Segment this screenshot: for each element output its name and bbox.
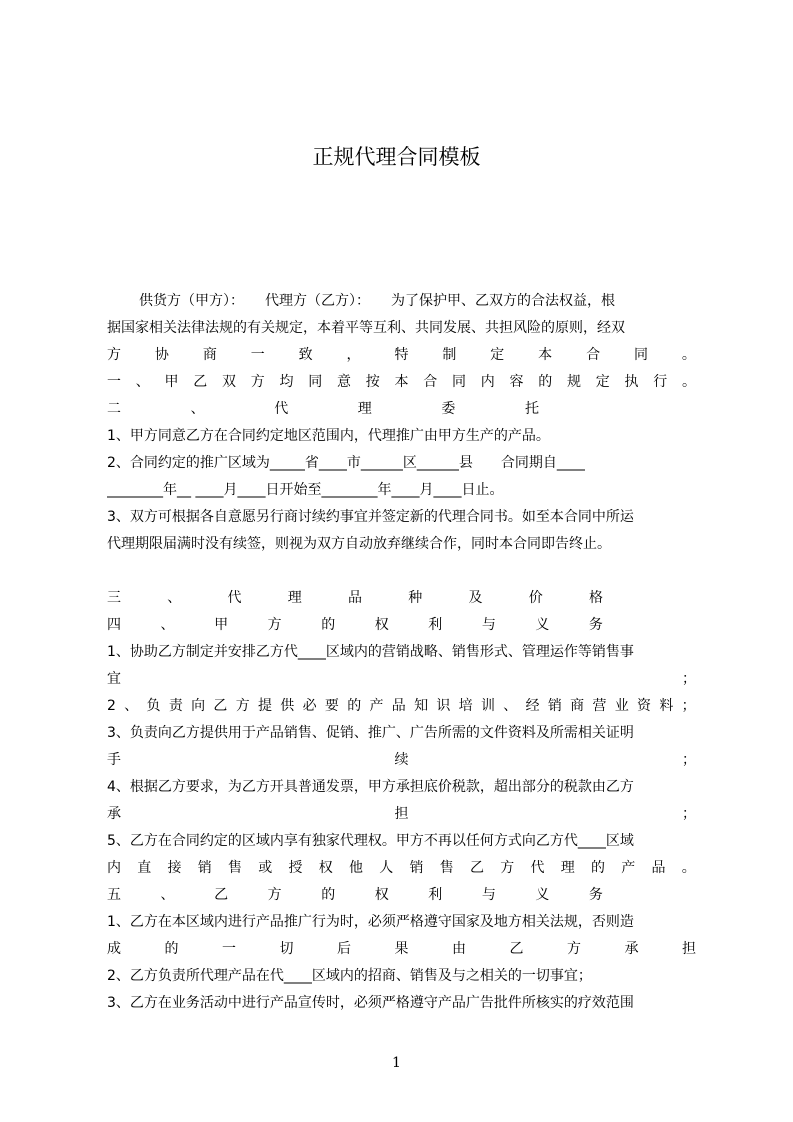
body-line-char: 、 xyxy=(135,374,150,390)
body-line-char: 三 xyxy=(107,590,121,606)
body-line-char: 品 xyxy=(391,698,406,714)
body-line-char: 乙 xyxy=(470,860,484,876)
body-line-char: 与 xyxy=(481,887,496,903)
body-line xyxy=(107,585,603,612)
body-line-char: 同 xyxy=(633,347,648,363)
body-line-char: 授 xyxy=(288,860,303,876)
body-line-char: 。 xyxy=(681,347,696,363)
body-line-char: 识 xyxy=(436,698,451,714)
body-line-char: 定 xyxy=(595,374,610,390)
body-line-char: 内 xyxy=(480,374,495,390)
body-line-char: 经 xyxy=(525,698,540,714)
body-line-char: 必 xyxy=(302,698,317,714)
body-line-char: 、 xyxy=(160,887,175,903)
body-line xyxy=(107,936,696,963)
body-line-char: 的 xyxy=(591,860,605,876)
body-line: 供货方（甲方）： 代理方（乙方）： 为了保护甲、乙双方的合法权益，根 xyxy=(139,293,615,309)
body-line-char: 乙 xyxy=(213,698,228,714)
body-line-segment: ； xyxy=(682,671,696,687)
body-line-char: 训 xyxy=(480,698,495,714)
body-line-char: 甲 xyxy=(214,617,229,633)
body-line: 1、甲方同意乙方在合同约定地区范围内，代理推广由甲方生产的产品。 xyxy=(107,428,550,444)
body-line-char: 提 xyxy=(258,698,272,714)
body-line-char: 承 xyxy=(624,941,639,957)
body-line-char: 产 xyxy=(621,860,636,876)
body-line-char: 品 xyxy=(348,590,362,606)
body-line-segment: 承 xyxy=(107,806,121,822)
body-line-char: 协 xyxy=(154,347,169,363)
body-line-segment: 担 xyxy=(394,806,409,822)
body-line-char: 或 xyxy=(258,860,273,876)
body-line-char: 。 xyxy=(681,860,696,876)
body-line xyxy=(107,801,696,828)
body-line-char: 乙 xyxy=(214,887,229,903)
body-line-char: 方 xyxy=(267,887,282,903)
body-line-char: 销 xyxy=(409,860,424,876)
body-line: 4、根据乙方要求，为乙方开具普通发票，甲方承担底价税款，超出部分的税款由乙方 xyxy=(107,779,634,795)
body-line-segment: 手 xyxy=(107,752,121,768)
body-line-char: 定 xyxy=(490,347,505,363)
body-line-char: 他 xyxy=(349,860,363,876)
body-line-char: 按 xyxy=(365,374,380,390)
body-line: 2、合同约定的推广区域为_____省____市______区______县 合同期自____ xyxy=(107,455,585,471)
body-line-char: 后 xyxy=(337,941,351,957)
document-body xyxy=(107,288,696,1017)
body-line-char: 方 xyxy=(267,617,282,633)
body-line-char: 、 xyxy=(190,401,205,417)
body-line-char: 甲 xyxy=(164,374,179,390)
body-line-char: 直 xyxy=(137,860,152,876)
body-line-char: 务 xyxy=(588,887,603,903)
body-line-segment: 宜 xyxy=(107,671,121,687)
body-line-segment: 续 xyxy=(394,752,409,768)
body-line-char: 一 xyxy=(222,941,236,957)
body-line-char: 的 xyxy=(321,617,336,633)
body-line-char: 商 xyxy=(202,347,217,363)
body-line-char: 售 xyxy=(439,860,454,876)
body-line xyxy=(107,396,539,423)
body-line-char: 及 xyxy=(468,590,483,606)
body-line-char: 的 xyxy=(538,374,553,390)
body-line xyxy=(107,612,603,639)
body-line-char: 方 xyxy=(107,347,121,363)
body-line-segment: ； xyxy=(682,806,696,822)
body-line-char: 理 xyxy=(287,590,302,606)
body-line-char: 代 xyxy=(274,401,289,417)
body-line: 5、乙方在合同约定的区域内享有独家代理权。甲方不再以任何方式向乙方代____区域 xyxy=(107,833,634,849)
body-line-char: 容 xyxy=(509,374,524,390)
body-line: 3、乙方在业务活动中进行产品宣传时，必须严格遵守产品广告批件所核实的疗效范围 xyxy=(107,995,634,1011)
body-line-char: 方 xyxy=(500,860,515,876)
body-line-char: 价 xyxy=(528,590,543,606)
body-line-char: 权 xyxy=(374,887,389,903)
body-line xyxy=(107,855,696,882)
body-line-char: 务 xyxy=(588,617,603,633)
body-line-char: 同 xyxy=(452,374,466,390)
body-line-char: 的 xyxy=(321,887,336,903)
body-line xyxy=(107,369,696,396)
body-line-char: 同 xyxy=(308,374,323,390)
body-line-char: 与 xyxy=(481,617,496,633)
body-line: 据国家相关法律法规的有关规定，本着平等互利、共同发展、共担风险的原则，经双 xyxy=(107,320,625,336)
body-line-char: 利 xyxy=(428,617,443,633)
body-line-char: 业 xyxy=(614,698,629,714)
body-line-char: 合 xyxy=(586,347,601,363)
body-line-char: 一 xyxy=(250,347,265,363)
body-line-char: 双 xyxy=(222,374,236,390)
body-line-char: 、 xyxy=(167,590,182,606)
body-line-char: 理 xyxy=(357,401,372,417)
body-line-char: 果 xyxy=(394,941,409,957)
body-line xyxy=(107,882,603,909)
body-line-char: 由 xyxy=(452,941,466,957)
body-line-char: 方 xyxy=(235,698,250,714)
body-line-char: 权 xyxy=(374,617,389,633)
body-line-char: 致 xyxy=(298,347,313,363)
body-line-char: 知 xyxy=(414,698,429,714)
body-line-char: 合 xyxy=(423,374,438,390)
body-line xyxy=(107,558,696,585)
body-line-char: 一 xyxy=(107,374,121,390)
body-line: ________年__ ____月____日开始至________年____月____日止。 xyxy=(107,482,504,498)
body-line-char: 义 xyxy=(535,887,550,903)
body-line-char: 供 xyxy=(280,698,295,714)
body-line-char: 售 xyxy=(228,860,242,876)
body-line-char: 销 xyxy=(547,698,562,714)
body-line-char: 五 xyxy=(107,887,121,903)
body-line-char: 代 xyxy=(227,590,242,606)
body-line-char: 商 xyxy=(570,698,585,714)
body-line-char: 本 xyxy=(394,374,409,390)
body-line-char: 。 xyxy=(682,374,696,390)
body-line: 代理期限届满时没有续签，则视为双方自动放弃继续合作，同时本合同即告终止。 xyxy=(107,536,611,552)
body-line-char: 切 xyxy=(279,941,294,957)
body-line xyxy=(107,342,696,369)
body-line-char: 品 xyxy=(651,860,666,876)
body-line-char: 产 xyxy=(369,698,384,714)
body-line-char: 规 xyxy=(567,374,581,390)
body-line-char: 执 xyxy=(624,374,639,390)
body-line-segment: ； xyxy=(682,752,696,768)
body-line-char: 种 xyxy=(408,590,423,606)
body-line-char: 托 xyxy=(524,401,539,417)
body-line-char: 的 xyxy=(347,698,362,714)
body-line-char: 销 xyxy=(197,860,212,876)
document-title: 正规代理合同模板 xyxy=(312,145,481,169)
body-line-char: 料 xyxy=(659,698,674,714)
body-line-char: 理 xyxy=(560,860,575,876)
body-line xyxy=(107,666,696,693)
body-line: 1、乙方在本区域内进行产品推广行为时，必须严格遵守国家及地方相关法规，否则造 xyxy=(107,914,634,930)
body-line-char: 利 xyxy=(428,887,443,903)
page-number: 1 xyxy=(392,1055,401,1071)
body-line-char: 代 xyxy=(530,860,545,876)
body-line-char: 行 xyxy=(653,374,668,390)
body-line: 3、负责向乙方提供用于产品销售、促销、推广、广告所需的文件资料及所需相关证明 xyxy=(107,725,634,741)
body-line-char: 乙 xyxy=(193,374,208,390)
body-line-char: 二 xyxy=(107,401,121,417)
body-line-char: 、 xyxy=(124,698,139,714)
body-line-char: 接 xyxy=(167,860,182,876)
body-line xyxy=(107,747,696,774)
body-line-char: 意 xyxy=(337,374,351,390)
body-line: 2、乙方负责所代理产品在代____区域内的招商、销售及与之相关的一切事宜； xyxy=(107,968,592,984)
body-line-char: 委 xyxy=(441,401,456,417)
body-line-char: 方 xyxy=(567,941,581,957)
body-line-char: 的 xyxy=(164,941,179,957)
body-line xyxy=(107,693,696,720)
body-line-char: 方 xyxy=(250,374,265,390)
body-line-char: 成 xyxy=(107,941,121,957)
body-line-char: 营 xyxy=(592,698,607,714)
body-line: 1、协助乙方制定并安排乙方代____区域内的营销战略、销售形式、管理运作等销售事 xyxy=(107,644,634,660)
body-line-char: 担 xyxy=(682,941,696,957)
body-line-char: 特 xyxy=(394,347,409,363)
body-line-char: 要 xyxy=(324,698,339,714)
body-line-char: 权 xyxy=(318,860,333,876)
body-line-char: 内 xyxy=(107,860,121,876)
body-line: 3、双方可根据各自意愿另行商讨续约事宜并签定新的代理合同书。如至本合同中所运 xyxy=(107,509,634,525)
body-line-char: 乙 xyxy=(509,941,524,957)
body-line-char: 本 xyxy=(538,347,553,363)
body-line-char: 2 xyxy=(107,698,116,714)
body-line-char: 格 xyxy=(589,590,603,606)
body-line-char: 制 xyxy=(442,347,457,363)
body-line-char: 均 xyxy=(279,374,294,390)
body-line-char: ； xyxy=(681,698,696,714)
body-line-char: 人 xyxy=(379,860,394,876)
body-line-char: 负 xyxy=(146,698,161,714)
body-line-char: 培 xyxy=(458,698,473,714)
body-line-char: 义 xyxy=(535,617,550,633)
body-line-char: 向 xyxy=(191,698,206,714)
body-line-char: 、 xyxy=(160,617,175,633)
body-line-char: 责 xyxy=(168,698,183,714)
body-line-char: ， xyxy=(346,347,361,363)
body-line-char: 、 xyxy=(503,698,518,714)
body-line-char: 四 xyxy=(107,617,121,633)
body-line-char: 资 xyxy=(637,698,652,714)
